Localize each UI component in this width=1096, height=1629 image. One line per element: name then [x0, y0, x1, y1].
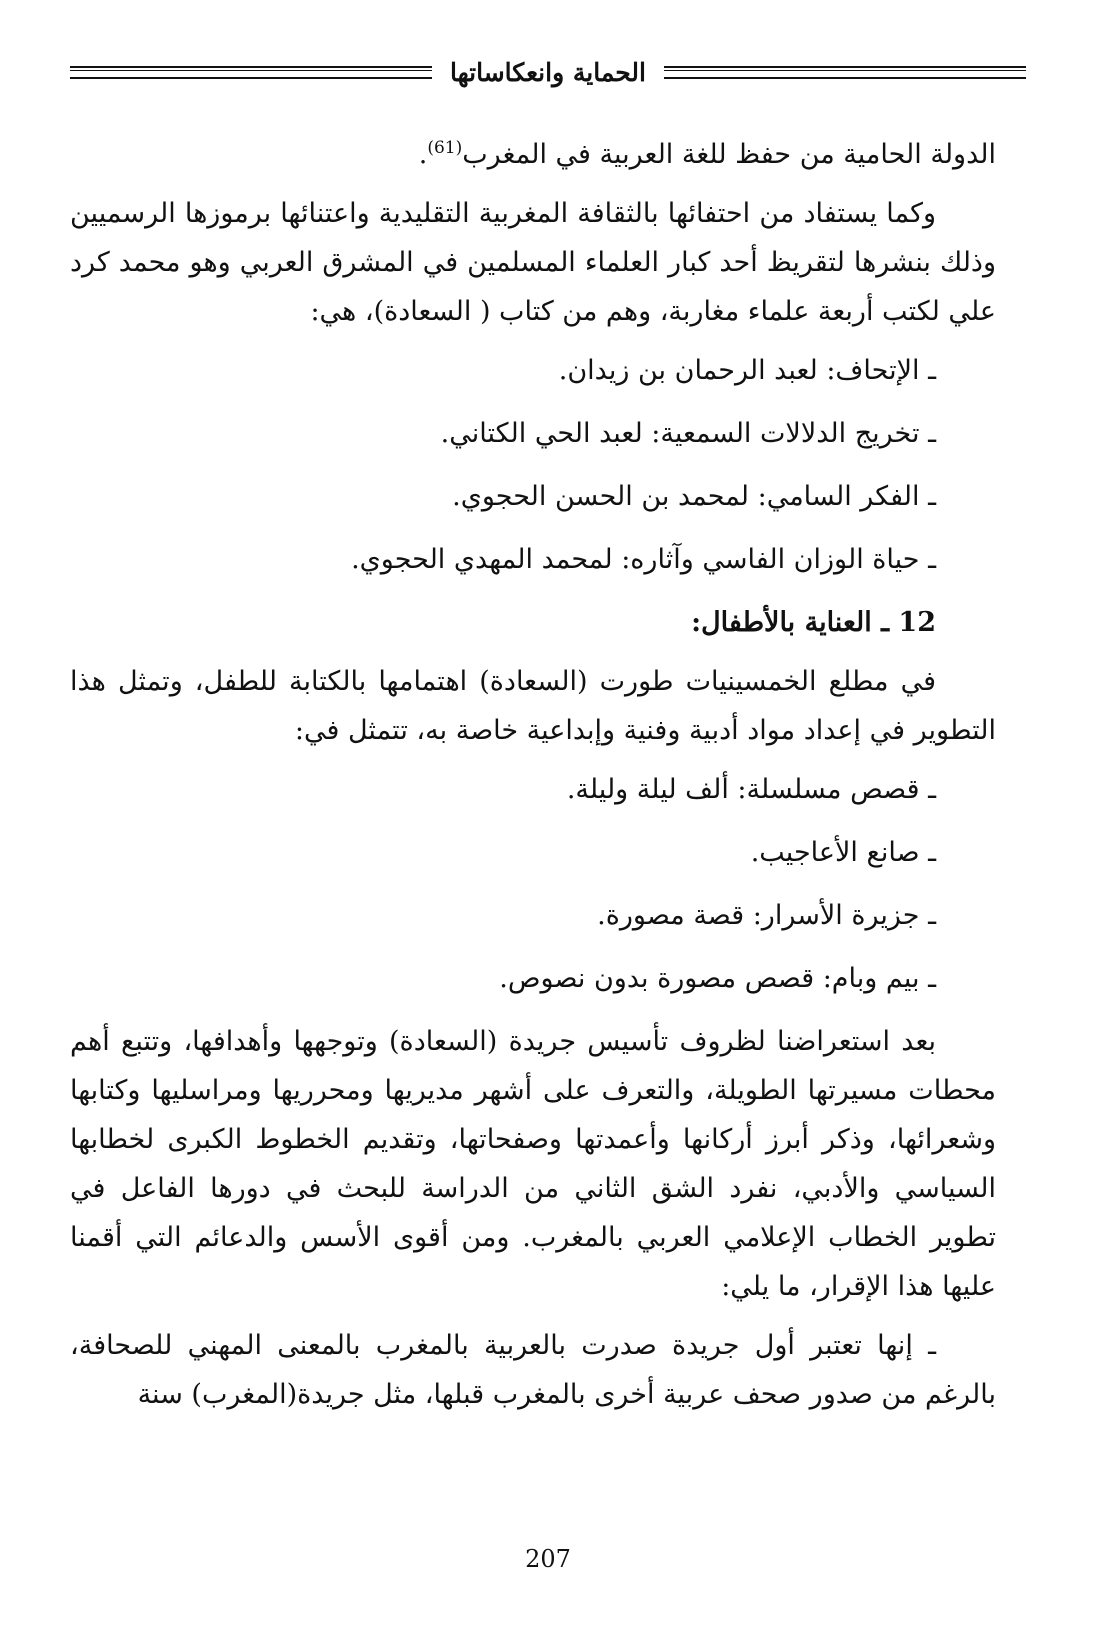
- list-item-book: ـ الفكر السامي: لمحمد بن الحسن الحجوي.: [452, 481, 936, 512]
- paragraph-continuation-end: .: [418, 139, 428, 170]
- list-item-children-content: ـ بيم وبام: قصص مصورة بدون نصوص.: [499, 963, 936, 994]
- list-item-book: ـ تخريج الدلالات السمعية: لعبد الحي الكتاني.: [440, 418, 936, 449]
- paragraph-first-point: ـ إنها تعتبر أول جريدة صدرت بالعربية بالمغرب بالمعنى المهني للصحافة، بالرغم من صدور صحف عربية أخرى بالمغرب قبلها، مثل جريدة(المغرب) سنة: [70, 1330, 996, 1410]
- page-number: 207: [525, 1545, 571, 1573]
- section-heading: 12 ـ العناية بالأطفال:: [691, 607, 936, 638]
- paragraph-continuation: [70, 130, 996, 179]
- list-item-children-content: ـ صانع الأعاجيب.: [750, 837, 936, 868]
- paragraph-continuation-text: الدولة الحامية من حفظ للغة العربية في المغرب: [462, 139, 996, 170]
- footnote-marker: (61): [427, 138, 463, 158]
- running-header: [70, 52, 1026, 92]
- header-title: الحماية وانعكاساتها: [450, 57, 646, 87]
- paragraph-summary: بعد استعراضنا لظروف تأسيس جريدة (السعادة) وتوجهها وأهدافها، وتتبع أهم محطات مسيرتها الطويلة، والتعرف على أشهر مديريها ومحرريها ومراسليها وكتابها وشعرائها، وذكر أبرز أركانها وأعمدتها وصفحاتها، وتقديم الخطوط الكبرى لخطابها السياسي والأدبي، نفرد الشق الثاني من الدراسة للبحث في دورها الفاعل في تطوير الخطاب الإعلامي العربي بالمغرب. ومن أقوى الأسس والدعائم التي أقمنا عليها هذا الإقرار، ما يلي:: [70, 1026, 996, 1302]
- header-rule-left: [70, 66, 432, 79]
- paragraph-books-intro: وكما يستفاد من احتفائها بالثقافة المغربية التقليدية واعتنائها برموزها الرسميين وذلك بنشرها لتقريظ أحد كبار العلماء المسلمين في المشرق العربي وهو محمد كرد علي لكتب أربعة علماء مغاربة، وهم من كتاب ( السعادة)، هي:: [70, 198, 996, 327]
- list-item-children-content: ـ قصص مسلسلة: ألف ليلة وليلة.: [566, 774, 936, 805]
- paragraph-children-intro: في مطلع الخمسينيات طورت (السعادة) اهتمامها بالكتابة للطفل، وتمثل هذا التطوير في إعداد مواد أدبية وفنية وإبداعية خاصة به، تتمثل في:: [70, 666, 996, 746]
- header-rule-right: [664, 66, 1026, 79]
- list-item-children-content: ـ جزيرة الأسرار: قصة مصورة.: [597, 900, 936, 931]
- list-item-book: ـ حياة الوزان الفاسي وآثاره: لمحمد المهدي الحجوي.: [351, 544, 936, 575]
- list-item-book: ـ الإتحاف: لعبد الرحمان بن زيدان.: [558, 355, 936, 386]
- page-body: [70, 130, 996, 1429]
